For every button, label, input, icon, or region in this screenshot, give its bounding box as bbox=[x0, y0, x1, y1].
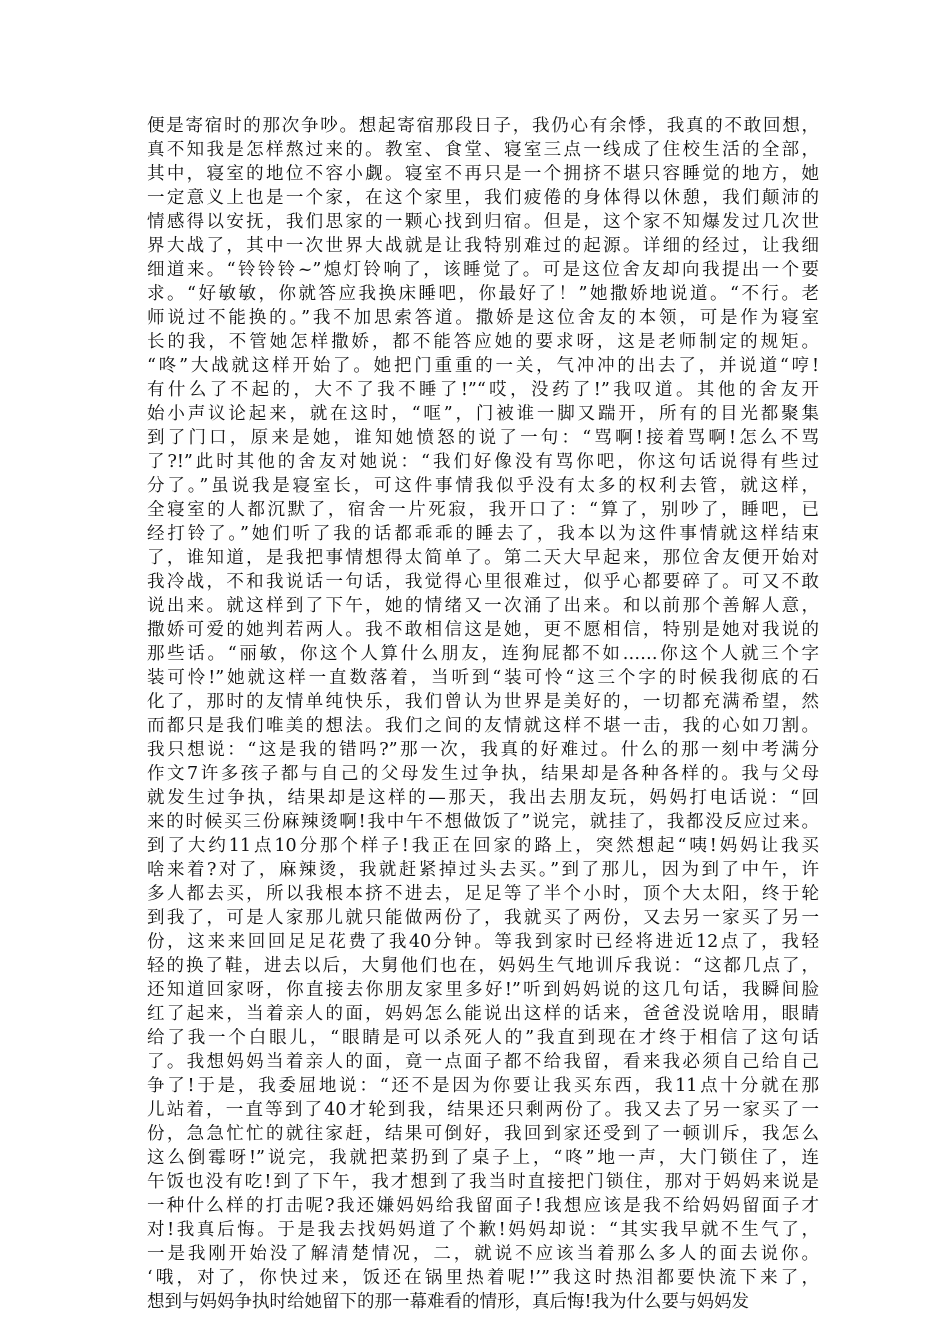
text-line: 儿站着，一直等到了40才轮到我，结果还只剩两份了。我又去了另一家买了一 bbox=[147, 1100, 819, 1120]
text-line: 到了门口，原来是她，谁知她愤怒的说了一句：“骂啊!接着骂啊!怎么不骂 bbox=[147, 428, 819, 448]
text-line: 这么倒霉呀!”说完，我就把菜扔到了桌子上，“咚”地一声，大门锁住了，连 bbox=[147, 1148, 819, 1168]
text-line: “咚”大战就这样开始了。她把门重重的一关，气冲冲的出去了，并说道“哼! bbox=[147, 356, 819, 376]
text-line: 有什么了不起的，大不了我不睡了!”“哎，没药了!”我叹道。其他的舍友开 bbox=[147, 380, 819, 400]
text-line: 来的时候买三份麻辣烫啊!我中午不想做饭了”说完，就挂了，我都没反应过来。 bbox=[147, 812, 819, 832]
text-line: 而都只是我们唯美的想法。我们之间的友情就这样不堪一击，我的心如刀割。 bbox=[147, 716, 819, 736]
text-line: 啥来着?对了，麻辣烫，我就赶紧掉过头去买。”到了那儿，因为到了中午，许 bbox=[147, 860, 819, 880]
text-line: 真不知我是怎样熬过来的。教室、食堂、寝室三点一线成了住校生活的全部， bbox=[147, 140, 819, 160]
text-line: 一是我刚开始没了解清楚情况，二，就说不应该当着那么多人的面去说你。 bbox=[147, 1244, 819, 1264]
text-line: 给了我一个白眼儿，“眼睛是可以杀死人的”我直到现在才终于相信了这句话 bbox=[147, 1028, 819, 1048]
text-line: 到我了，可是人家那儿就只能做两份了，我就买了两份，又去另一家买了另一 bbox=[147, 908, 819, 928]
text-line: 多人都去买，所以我根本挤不进去，足足等了半个小时，顶个大太阳，终于轮 bbox=[147, 884, 819, 904]
text-line: 长的我，不管她怎样撒娇，都不能答应她的要求呀，这是老师制定的规矩。 bbox=[147, 332, 819, 352]
text-line: 撒娇可爱的她判若两人。我不敢相信这是她，更不愿相信，特别是她对我说的 bbox=[147, 620, 819, 640]
text-line: 红了起来，当着亲人的面，妈妈怎么能说出这样的话来，爸爸没说啥用，眼睛 bbox=[147, 1004, 819, 1024]
text-line: 细道来。“铃铃铃~”熄灯铃响了，该睡觉了。可是这位舍友却向我提出一个要 bbox=[147, 260, 819, 280]
text-line: 化了，那时的友情单纯快乐，我们曾认为世界是美好的，一切都充满希望，然 bbox=[147, 692, 819, 712]
text-line: 便是寄宿时的那次争吵。想起寄宿那段日子，我仍心有余悸，我真的不敢回想， bbox=[147, 116, 819, 136]
text-line: 我冷战，不和我说话一句话，我觉得心里很难过，似乎心都要碎了。可又不敢 bbox=[147, 572, 819, 592]
text-line: 份，这来来回回足足花费了我40分钟。等我到家时已经将进近12点了，我轻 bbox=[147, 932, 819, 952]
text-line: 作文7许多孩子都与自己的父母发生过争执，结果却是各种各样的。我与父母 bbox=[147, 764, 819, 784]
text-line: 了?!”此时其他的舍友对她说：“我们好像没有骂你吧，你这句话说得有些过 bbox=[147, 452, 819, 472]
text-line: 一种什么样的打击呢?我还嫌妈妈给我留面子!我想应该是我不给妈妈留面子才 bbox=[147, 1196, 819, 1216]
text-line: 求。“好敏敏，你就答应我换床睡吧，你最好了！”她撒娇地说道。“不行。老 bbox=[147, 284, 819, 304]
text-line: 分了。”虽说我是寝室长，可这件事情我似乎没有太多的权利去管，就这样， bbox=[147, 476, 819, 496]
text-line: 全寝室的人都沉默了，宿舍一片死寂，我开口了：“算了，别吵了，睡吧，已 bbox=[147, 500, 819, 520]
text-line: 对!我真后悔。于是我去找妈妈道了个歉!妈妈却说：“其实我早就不生气了， bbox=[147, 1220, 819, 1240]
text-line: 争了!于是，我委屈地说：“还不是因为你要让我买东西，我11点十分就在那 bbox=[147, 1076, 819, 1096]
text-line: 到了大约11点10分那个样子!我正在回家的路上，突然想起“咦!妈妈让我买 bbox=[147, 836, 819, 856]
text-line: 装可怜!”她就这样一直数落着，当听到“装可怜“这三个字的时候我彻底的石 bbox=[147, 668, 819, 688]
text-line: 界大战了，其中一次世界大战就是让我特别难过的起源。详细的经过，让我细 bbox=[147, 236, 819, 256]
text-line: 一定意义上也是一个家，在这个家里，我们疲倦的身体得以休憩，我们颠沛的 bbox=[147, 188, 819, 208]
text-line: 了。我想妈妈当着亲人的面，竟一点面子都不给我留，看来我必须自己给自己 bbox=[147, 1052, 819, 1072]
document-page bbox=[147, 114, 819, 1314]
text-line: 我只想说：“这是我的错吗?”那一次，我真的好难过。什么的那一刻中考满分 bbox=[147, 740, 819, 760]
text-line: 师说过不能换的。”我不加思索答道。撒娇是这位舍友的本领，可是作为寝室 bbox=[147, 308, 819, 328]
text-line: 始小声议论起来，就在这时，“哐”，门被谁一脚又踹开，所有的目光都聚集 bbox=[147, 404, 819, 424]
text-line: 轻的换了鞋，进去以后，大舅他们也在，妈妈生气地训斥我说：“这都几点了， bbox=[147, 956, 819, 976]
text-line: 其中，寝室的地位不容小觑。寝室不再只是一个拥挤不堪只容睡觉的地方，她 bbox=[147, 164, 819, 184]
text-line: 那些话。“丽敏，你这个人算什么朋友，连狗屁都不如……你这个人就三个字 bbox=[147, 644, 819, 664]
text-line: 说出来。就这样到了下午，她的情绪又一次涌了出来。和以前那个善解人意， bbox=[147, 596, 819, 616]
text-line: ‘哦，对了，你快过来，饭还在锅里热着呢!’”我这时热泪都要快流下来了， bbox=[147, 1268, 819, 1288]
text-line: 份，急急忙忙的就往家赶，结果可倒好，我回到家还受到了一顿训斥，我怎么 bbox=[147, 1124, 819, 1144]
text-line: 就发生过争执，结果却是这样的—那天，我出去朋友玩，妈妈打电话说：“回 bbox=[147, 788, 819, 808]
text-line: 午饭也没有吃!到了下午，我才想到了我当时直接把门锁住，那对于妈妈来说是 bbox=[147, 1172, 819, 1192]
text-line: 经打铃了。”她们听了我的话都乖乖的睡去了，我本以为这件事情就这样结束 bbox=[147, 524, 819, 544]
text-line: 了，谁知道，是我把事情想得太简单了。第二天大早起来，那位舍友便开始对 bbox=[147, 548, 819, 568]
text-line: 还知道回家呀，你直接去你朋友家里多好!”听到妈妈说的这几句话，我瞬间脸 bbox=[147, 980, 819, 1000]
text-line: 情感得以安抚，我们思家的一颗心找到归宿。但是，这个家不知爆发过几次世 bbox=[147, 212, 819, 232]
text-line: 想到与妈妈争执时给她留下的那一幕难看的情形，真后悔!我为什么要与妈妈发 bbox=[147, 1292, 750, 1312]
